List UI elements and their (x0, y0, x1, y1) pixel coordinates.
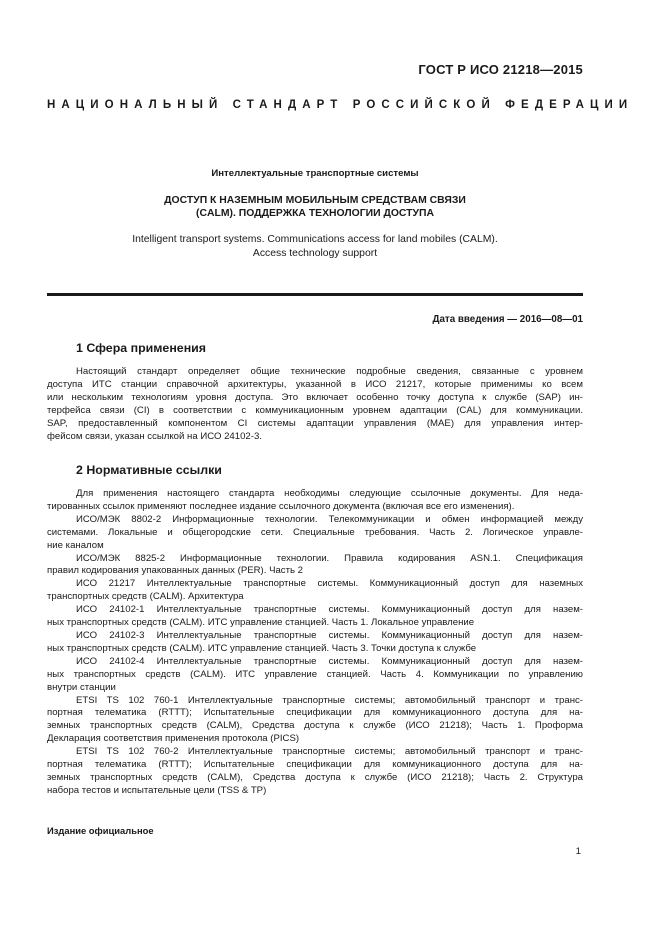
section-body-references (47, 488, 583, 798)
official-edition-label: Издание официальное (47, 825, 154, 836)
text-line: доступа ИТС станции справочной архитектуры, указанной в ИСО 21217, которые применимы ко всем (47, 378, 583, 390)
text-line: фейсом связи, указан ссылкой на ИСО 24102-3. (47, 430, 262, 442)
standard-number: ГОСТ Р ИСО 21218—2015 (418, 62, 583, 77)
text-line: ИСО 24102-3 Интеллектуальные транспортные системы. Коммуникационный доступ для назем- (76, 629, 583, 641)
text-line: SAP, предоставленный компонентом CI системы адаптации управления (MAE) для управления интер- (47, 417, 583, 429)
text-line: ETSI TS 102 760-2 Интеллектуальные транспортные системы; автомобильный транспорт и транс- (76, 746, 583, 758)
text-line: тированных ссылок применяют последнее издание ссылочного документа (включая все его изменения). (47, 500, 515, 512)
text-line: ние каналом (47, 539, 104, 551)
text-line: ИСО 24102-1 Интеллектуальные транспортные системы. Коммуникационный доступ для назем- (76, 604, 583, 616)
main-title-line: (CALM). ПОДДЕРЖКА ТЕХНОЛОГИИ ДОСТУПА (196, 208, 434, 219)
introduction-date: Дата введения — 2016—08—01 (432, 314, 583, 325)
text-line: транспортных средств (CALM). Архитектура (47, 591, 244, 603)
english-title-line: Access technology support (252, 247, 378, 259)
national-standard-banner: НАЦИОНАЛЬНЫЙ СТАНДАРТ РОССИЙСКОЙ ФЕДЕРАЦИИ (47, 99, 634, 111)
text-line: ИСО 21217 Интеллектуальные транспортные системы. Коммуникационный доступ для наземных (76, 578, 583, 590)
text-line: ИСО/МЭК 8802-2 Информационные технологии. Телекоммуникации и обмен информацией между (76, 513, 583, 525)
main-title (47, 194, 583, 220)
text-line: правил кодирования упакованных данных (PER). Часть 2 (47, 565, 303, 577)
text-line: Декларация соответствия применения протокола (PICS) (47, 733, 300, 745)
text-line: набора тестов и испытательные цели (TSS & TP) (47, 784, 267, 796)
main-title-line: ДОСТУП К НАЗЕМНЫМ МОБИЛЬНЫМ СРЕДСТВАМ СВЯЗИ (164, 195, 466, 206)
section-body-scope (47, 366, 583, 443)
text-line: земных транспортных средств (CALM), Средства доступа к службе (ИСО 21218); Часть 1. Проформа (47, 720, 583, 732)
section-heading-references: 2 Нормативные ссылки (76, 463, 222, 477)
text-line: системами. Локальные и общегородские сети. Специальные требования. Часть 2. Логическое управле- (47, 526, 583, 538)
series-title: Интеллектуальные транспортные системы (211, 168, 419, 179)
title-divider (47, 293, 583, 296)
text-line: земных транспортных средств (CALM), Средства доступа к службе (ИСО 21218); Часть 2. Структура (47, 771, 583, 783)
text-line: Настоящий стандарт определяет общие технические подробные сведения, связанные с уровнем (76, 366, 583, 377)
text-line: или нескольким технологиям уровня доступа. Это включает особенно точку доступа к службе (SAP) ин- (47, 391, 583, 403)
text-line: ИСО/МЭК 8825-2 Информационные технологии. Правила кодирования ASN.1. Спецификация (76, 552, 583, 564)
english-title-line: Intelligent transport systems. Communications access for land mobiles (CALM). (132, 234, 498, 245)
section-heading-scope: 1 Сфера применения (76, 341, 207, 355)
text-line: Для применения настоящего стандарта необходимы следующие ссылочные документы. Для неда- (76, 488, 583, 499)
text-line: ИСО 24102-4 Интеллектуальные транспортные системы. Коммуникационный доступ для назем- (76, 655, 583, 667)
text-line: ETSI TS 102 760-1 Интеллектуальные транспортные системы; автомобильный транспорт и транс- (76, 694, 583, 706)
text-line: ных транспортных средств (CALM). ИТС управление станцией. Часть 1. Локальное управление (47, 617, 475, 629)
page-number: 1 (575, 846, 581, 857)
text-line: портная телематика (RTTT); Испытательные спецификации для коммуникационного доступа для на- (47, 707, 583, 719)
text-line: портная телематика (RTTT); Испытательные спецификации для коммуникационного доступа для на- (47, 759, 583, 771)
text-line: ных транспортных средств (CALM). ИТС управление станцией. Часть 3. Точки доступа к службе (47, 642, 477, 654)
text-line: внутри станции (47, 681, 116, 693)
english-title (47, 233, 583, 260)
text-line: ных транспортных средств (CALM). ИТС управление станцией. Часть 4. Коммуникации по управлению (47, 668, 583, 680)
text-line: терфейса связи (CI) в соответствии с коммуникационным уровнем адаптации (CAL) для коммуникации. (47, 404, 583, 416)
